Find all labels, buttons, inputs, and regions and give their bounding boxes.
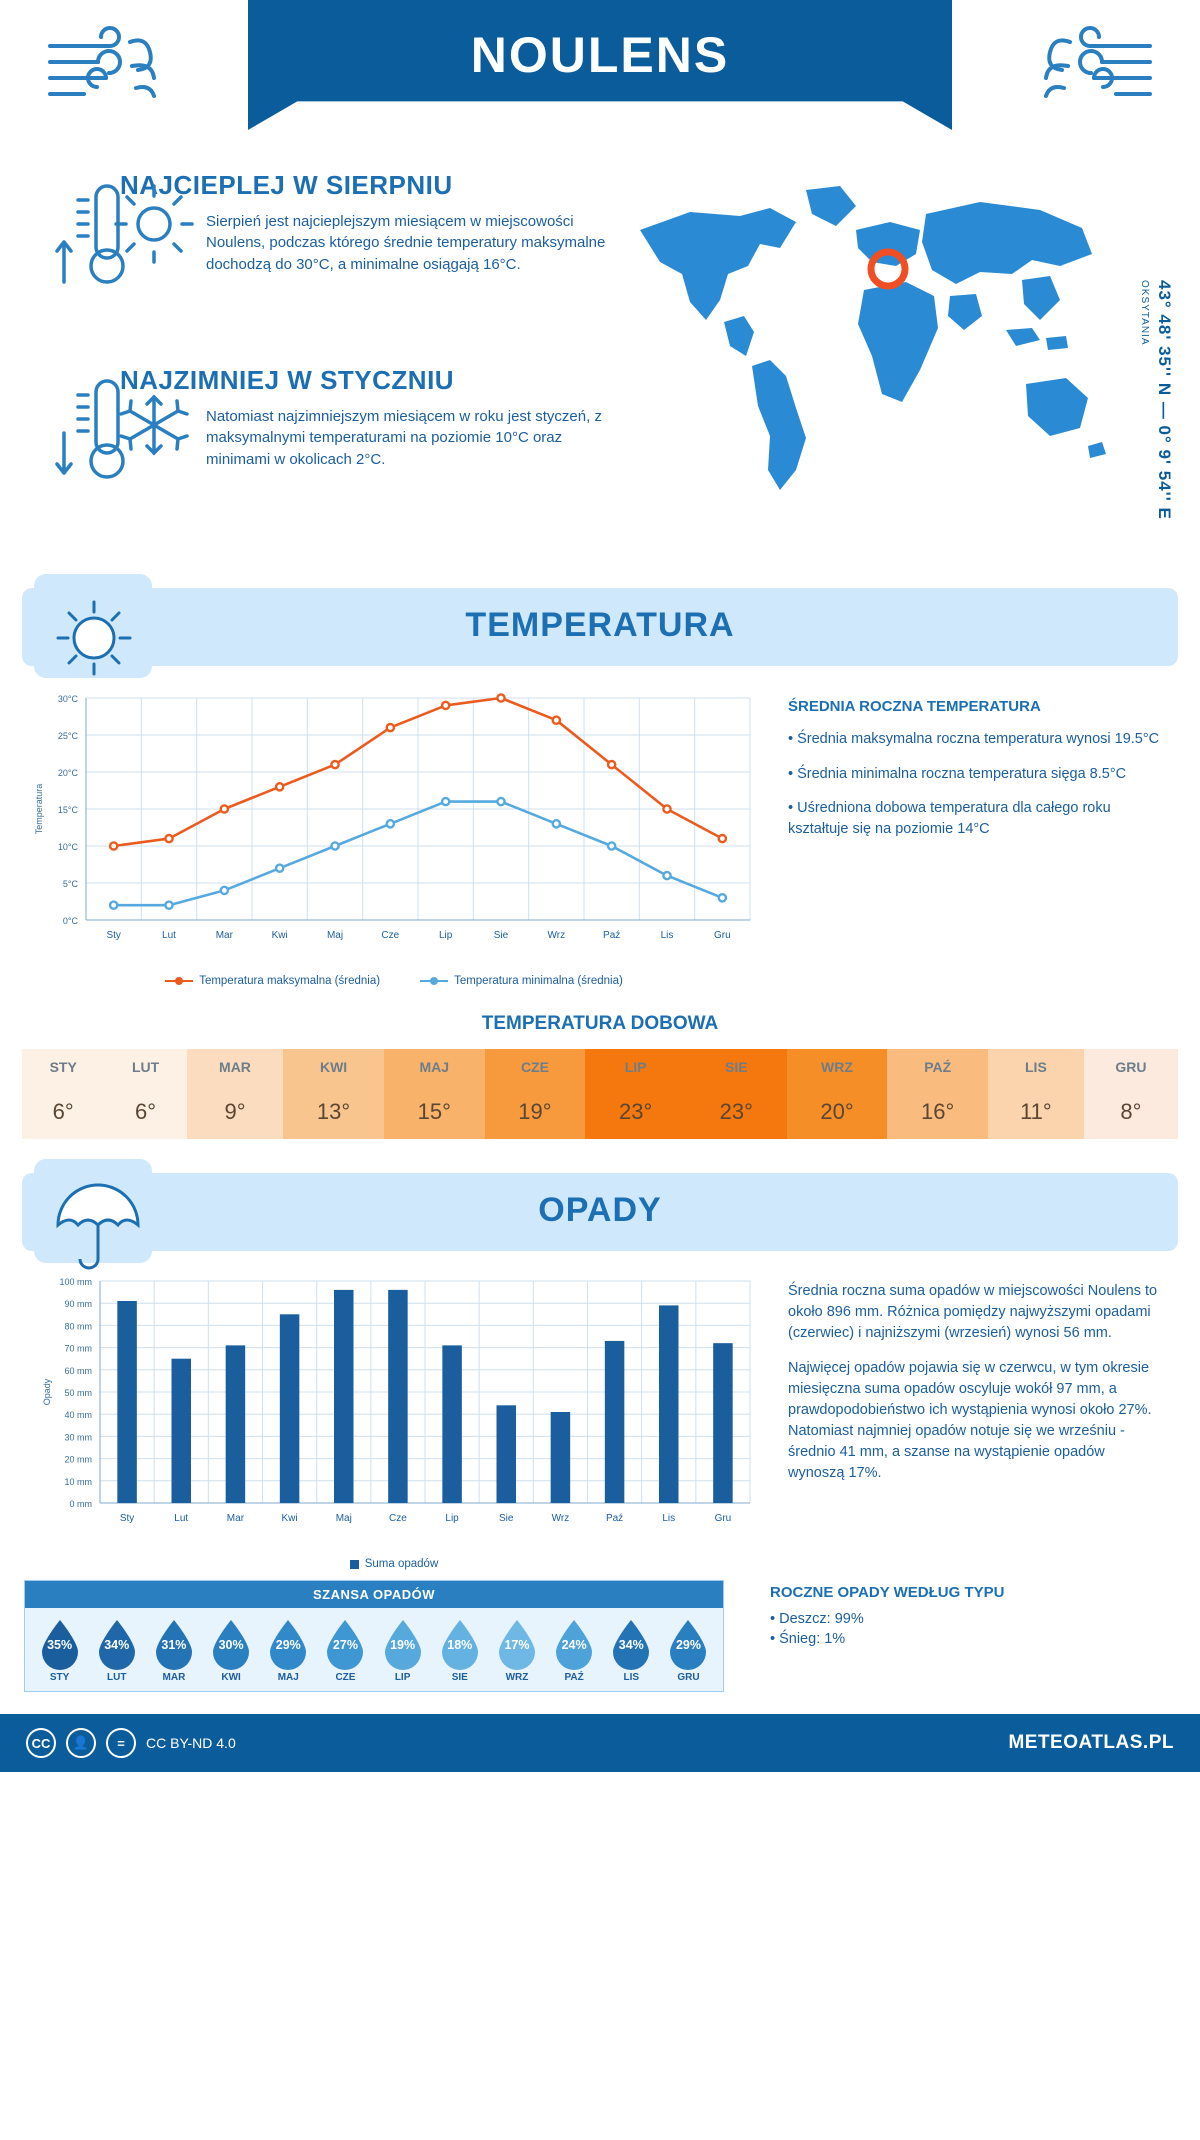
chance-cell-cze (317, 1618, 374, 1683)
table-cell-maj: 15° (384, 1085, 485, 1139)
precip-type-item: • Deszcz: 99% (770, 1611, 864, 1627)
world-map (620, 170, 1120, 560)
svg-text:20 mm: 20 mm (64, 1454, 92, 1465)
svg-text:100 mm: 100 mm (59, 1277, 92, 1287)
water-drop-icon (381, 1618, 425, 1670)
table-header-sty: STY (22, 1049, 104, 1085)
svg-text:Temperatura: Temperatura (34, 783, 44, 835)
warmest-month-block (48, 170, 608, 275)
svg-text:0°C: 0°C (62, 916, 78, 926)
table-header-kwi: KWI (283, 1049, 384, 1085)
svg-text:40 mm: 40 mm (64, 1410, 92, 1421)
precipitation-bar-chart (24, 1267, 764, 1570)
water-drop-icon (152, 1618, 196, 1670)
table-cell-lis: 11° (988, 1085, 1084, 1139)
svg-text:20°C: 20°C (57, 768, 78, 778)
svg-text:Maj: Maj (335, 1513, 352, 1524)
table-header-lis: LIS (988, 1049, 1084, 1085)
annual-temp-item: • Średnia maksymalna roczna temperatura wynosi 19.5°C (788, 731, 1160, 747)
svg-text:Gru: Gru (714, 1513, 732, 1524)
wind-icon (40, 22, 170, 117)
precip-text-2: Najwięcej opadów pojawia się w czerwcu, w tym okresie miesięczna suma opadów oscyluje wokół 97 mm, a prawdopodobieństwo ich wystąpienia wynosi około 27%. Natomiast najmniej opadów notuje się we wrześniu - średnio 41 mm, a szanse na wystąpienie opadów wynoszą 17%. (788, 1360, 1152, 1482)
water-drop-icon (495, 1618, 539, 1670)
legend-item-max (165, 975, 380, 987)
svg-text:Sty: Sty (106, 930, 121, 941)
temperature-legend (24, 975, 764, 987)
table-header-gru: GRU (1084, 1049, 1178, 1085)
chance-value: 30% (218, 1638, 244, 1652)
chance-cell-lut (88, 1618, 145, 1683)
chance-value: 34% (104, 1638, 130, 1652)
chance-cell-gru (660, 1618, 717, 1683)
license-block (26, 1728, 236, 1758)
water-drop-icon (266, 1618, 310, 1670)
svg-text:Mar: Mar (226, 1513, 245, 1524)
svg-text:Wrz: Wrz (547, 930, 566, 941)
svg-text:80 mm: 80 mm (64, 1321, 92, 1332)
svg-text:Kwi: Kwi (271, 930, 288, 941)
temperature-chart-row (0, 666, 1200, 987)
table-header-sie: SIE (686, 1049, 787, 1085)
chance-month-label: SIE (451, 1672, 468, 1683)
svg-text:Lip: Lip (438, 930, 453, 941)
chance-cell-kwi (203, 1618, 260, 1683)
header (0, 0, 1200, 160)
svg-text:Sty: Sty (119, 1513, 135, 1524)
svg-text:Sie: Sie (499, 1513, 514, 1524)
svg-text:Paź: Paź (605, 1513, 624, 1524)
chance-of-precipitation-box (24, 1580, 724, 1692)
table-header-cze: CZE (485, 1049, 586, 1085)
chance-cell-wrz (488, 1618, 545, 1683)
chance-value: 17% (504, 1638, 530, 1652)
chance-month-label: LIP (394, 1672, 411, 1683)
water-drop-icon (609, 1618, 653, 1670)
chance-month-label: MAJ (277, 1672, 299, 1683)
svg-text:Lis: Lis (660, 930, 674, 941)
summary-section (0, 160, 1200, 580)
chance-value: 24% (561, 1638, 587, 1652)
chance-month-label: LUT (107, 1672, 127, 1683)
annual-temp-item: • Średnia minimalna roczna temperatura sięga 8.5°C (788, 765, 1127, 782)
table-cell-lip: 23° (585, 1085, 686, 1139)
temperature-summary (764, 684, 1164, 987)
warmest-heading: NAJCIEPLEJ W SIERPNIU (120, 170, 453, 200)
warmest-text: Sierpień jest najcieplejszym miesiącem w miejscowości Noulens, podczas którego średnie temperatury maksymalne dochodzą do 30°C, a minimalne osiągają 16°C. (206, 213, 606, 273)
chance-value: 35% (47, 1638, 73, 1652)
chance-cell-lip (374, 1618, 431, 1683)
chance-cell-sty (31, 1618, 88, 1683)
region-name: OKSYTANIA (1139, 280, 1150, 346)
table-header-mar: MAR (187, 1049, 283, 1085)
annual-temp-heading: ŚREDNIA ROCZNA TEMPERATURA (788, 698, 1041, 715)
chance-month-label: WRZ (505, 1672, 529, 1683)
svg-text:15°C: 15°C (57, 805, 78, 815)
chance-month-label: CZE (335, 1672, 356, 1683)
chance-value: 34% (618, 1638, 644, 1652)
svg-text:Mar: Mar (215, 930, 233, 941)
water-drop-icon (666, 1618, 710, 1670)
table-header-lip: LIP (585, 1049, 686, 1085)
legend-label-max: Temperatura maksymalna (średnia) (199, 975, 381, 987)
chance-cell-paź (546, 1618, 603, 1683)
chance-month-label: MAR (162, 1672, 186, 1683)
chance-value: 19% (390, 1638, 416, 1652)
nd-icon: = (106, 1728, 136, 1758)
chance-cell-sie (431, 1618, 488, 1683)
chance-values-row (25, 1608, 723, 1691)
table-cell-gru: 8° (1084, 1085, 1178, 1139)
svg-text:70 mm: 70 mm (64, 1343, 92, 1354)
chance-cell-lis (603, 1618, 660, 1683)
table-cell-wrz: 20° (787, 1085, 888, 1139)
precip-text-1: Średnia roczna suma opadów w miejscowości Noulens to około 896 mm. Różnica pomiędzy najwyższymi opadami (czerwiec) i najniższymi (wrzesień) wynosi 56 mm. (788, 1283, 1158, 1342)
page-subtitle: FRANCJA (561, 108, 639, 125)
table-cell-sty: 6° (22, 1085, 104, 1139)
chance-cell-maj (260, 1618, 317, 1683)
svg-text:50 mm: 50 mm (64, 1388, 92, 1398)
svg-text:Sie: Sie (493, 930, 509, 941)
license-label: CC BY-ND 4.0 (146, 1735, 236, 1751)
legend-item-min (420, 975, 623, 987)
precipitation-summary (764, 1267, 1164, 1570)
annual-precip-types (724, 1570, 1004, 1651)
daily-temperature-title: TEMPERATURA DOBOWA (481, 1013, 719, 1034)
temperature-banner (22, 588, 1178, 666)
svg-text:Opady: Opady (42, 1378, 52, 1406)
svg-text:Cze: Cze (381, 930, 400, 941)
legend-label-min: Temperatura minimalna (średnia) (454, 975, 623, 987)
water-drop-icon (95, 1618, 139, 1670)
precip-type-item: • Śnieg: 1% (770, 1631, 846, 1647)
svg-text:5°C: 5°C (62, 879, 78, 889)
svg-text:Lis: Lis (662, 1513, 676, 1524)
coldest-month-block (48, 365, 608, 470)
table-header-row (22, 1049, 1178, 1085)
page-title: NOULENS (470, 27, 730, 83)
svg-text:90 mm: 90 mm (64, 1299, 92, 1310)
thermometer-down-snowflake-icons (48, 373, 198, 493)
chance-title: SZANSA OPADÓW (25, 1581, 723, 1608)
chance-cell-mar (145, 1618, 202, 1683)
table-cell-kwi: 13° (283, 1085, 384, 1139)
svg-text:Wrz: Wrz (551, 1513, 570, 1524)
temperature-banner-title: TEMPERATURA (465, 606, 735, 644)
coldest-heading: NAJZIMNIEJ W STYCZNIU (120, 365, 455, 395)
chance-value: 29% (275, 1638, 301, 1652)
water-drop-icon (552, 1618, 596, 1670)
svg-text:25°C: 25°C (57, 731, 78, 741)
svg-text:30°C: 30°C (57, 694, 78, 704)
svg-text:Maj: Maj (326, 930, 344, 941)
footer (0, 1714, 1200, 1772)
table-header-lut: LUT (104, 1049, 186, 1085)
svg-text:Gru: Gru (713, 930, 731, 941)
legend-label-precip: Suma opadów (364, 1558, 439, 1570)
precipitation-banner (22, 1173, 1178, 1251)
chance-month-label: LIS (623, 1672, 640, 1683)
svg-text:Lut: Lut (162, 930, 176, 941)
chance-value: 18% (447, 1638, 473, 1652)
table-cell-cze: 19° (485, 1085, 586, 1139)
chance-month-label: PAŹ (564, 1672, 584, 1683)
site-name: METEOATLAS.PL (1008, 1732, 1174, 1753)
chance-value: 27% (332, 1638, 358, 1652)
water-drop-icon (323, 1618, 367, 1670)
chance-value: 29% (675, 1638, 701, 1652)
svg-text:Paź: Paź (603, 930, 621, 941)
svg-text:Kwi: Kwi (281, 1513, 298, 1524)
coordinates (1134, 280, 1174, 580)
thermometer-up-sun-icons (48, 178, 198, 298)
chance-month-label: GRU (677, 1672, 700, 1683)
svg-text:Lut: Lut (174, 1513, 189, 1524)
cc-icon: CC (26, 1728, 56, 1758)
table-header-wrz: WRZ (787, 1049, 888, 1085)
chance-month-label: KWI (221, 1672, 241, 1683)
water-drop-icon (38, 1618, 82, 1670)
temperature-line-chart (24, 684, 764, 987)
table-cell-mar: 9° (187, 1085, 283, 1139)
table-header-maj: MAJ (384, 1049, 485, 1085)
table-row (22, 1085, 1178, 1139)
svg-text:10 mm: 10 mm (64, 1476, 92, 1487)
precipitation-chart-row (0, 1251, 1200, 1570)
wind-icon (1030, 22, 1160, 117)
legend-item-precip (350, 1558, 439, 1570)
daily-temperature-table (22, 1049, 1178, 1139)
water-drop-icon (438, 1618, 482, 1670)
coordinates-value: 43° 48' 35'' N — 0° 9' 54'' E (1155, 280, 1174, 520)
annual-temp-item: • Uśredniona dobowa temperatura dla całego roku kształtuje się na poziomie 14°C (788, 800, 1111, 837)
svg-text:60 mm: 60 mm (64, 1365, 92, 1376)
precip-types-heading: ROCZNE OPADY WEDŁUG TYPU (770, 1584, 1005, 1601)
coldest-text: Natomiast najzimniejszym miesiącem w roku jest styczeń, z maksymalnymi temperaturami na poziomie 10°C oraz minimami w okolicach 2°C. (206, 408, 602, 468)
svg-text:Lip: Lip (445, 1513, 459, 1524)
table-header-paź: PAŹ (887, 1049, 988, 1085)
table-cell-lut: 6° (104, 1085, 186, 1139)
water-drop-icon (209, 1618, 253, 1670)
by-icon: 👤 (66, 1728, 96, 1758)
precipitation-legend (24, 1558, 764, 1570)
precipitation-banner-title: OPADY (538, 1191, 662, 1229)
svg-text:10°C: 10°C (57, 842, 78, 852)
table-cell-paź: 16° (887, 1085, 988, 1139)
svg-text:30 mm: 30 mm (64, 1432, 92, 1443)
chance-value: 31% (161, 1638, 187, 1652)
table-cell-sie: 23° (686, 1085, 787, 1139)
svg-text:0 mm: 0 mm (69, 1499, 92, 1509)
chance-month-label: STY (49, 1672, 70, 1683)
svg-text:Cze: Cze (389, 1513, 407, 1524)
